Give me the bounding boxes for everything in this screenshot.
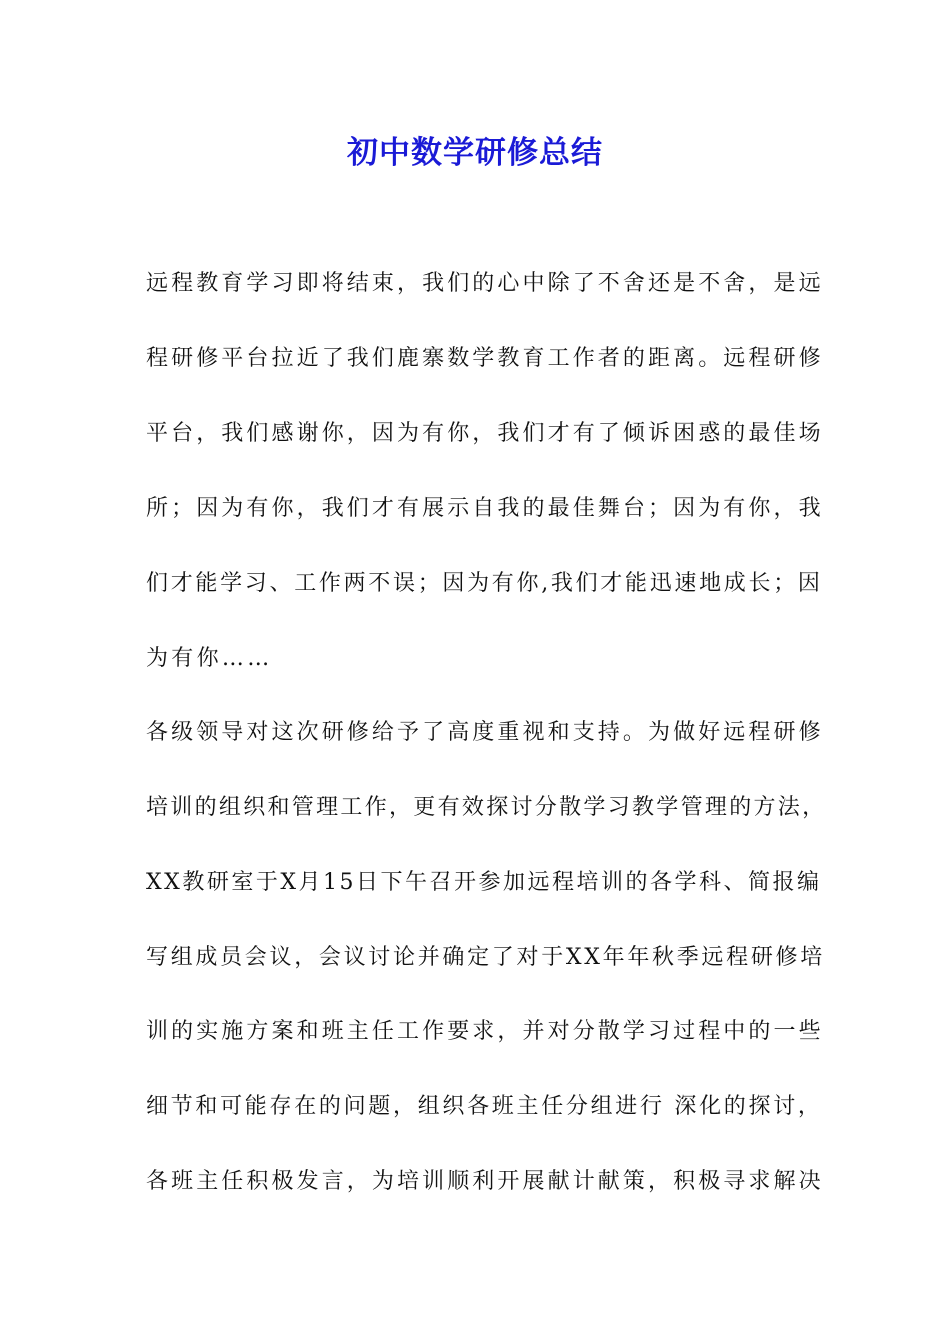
body-line: 各班主任积极发言，为培训顺利开展献计献策，积极寻求解决: [146, 1169, 824, 1194]
body-line: XX教研室于X月15日下午召开参加远程培训的各学科、简报编: [146, 870, 822, 895]
body-line: 程研修平台拉近了我们鹿寨数学教育工作者的距离。远程研修: [146, 346, 824, 371]
body-line: 平台，我们感谢你，因为有你，我们才有了倾诉困惑的最佳场: [146, 421, 824, 446]
body-line: 为有你……: [146, 646, 273, 671]
body-line: 训的实施方案和班主任工作要求，并对分散学习过程中的一些: [146, 1019, 824, 1044]
body-line: 们才能学习、工作两不误；因为有你,我们才能迅速地成长；因: [146, 571, 823, 596]
body-line: 远程教育学习即将结束，我们的心中除了不舍还是不舍，是远: [146, 271, 824, 296]
body-line: 培训的组织和管理工作，更有效探讨分散学习教学管理的方法，: [146, 795, 827, 820]
body-line: 所；因为有你，我们才有展示自我的最佳舞台；因为有你，我: [146, 496, 824, 521]
body-line: 细节和可能存在的问题，组织各班主任分组进行 深化的探讨，: [146, 1094, 823, 1119]
body-line: 各级领导对这次研修给予了高度重视和支持。为做好远程研修: [146, 720, 824, 745]
body-line: 写组成员会议，会议讨论并确定了对于XX年年秋季远程研修培: [146, 945, 825, 970]
document-title: 初中数学研修总结: [347, 135, 603, 171]
